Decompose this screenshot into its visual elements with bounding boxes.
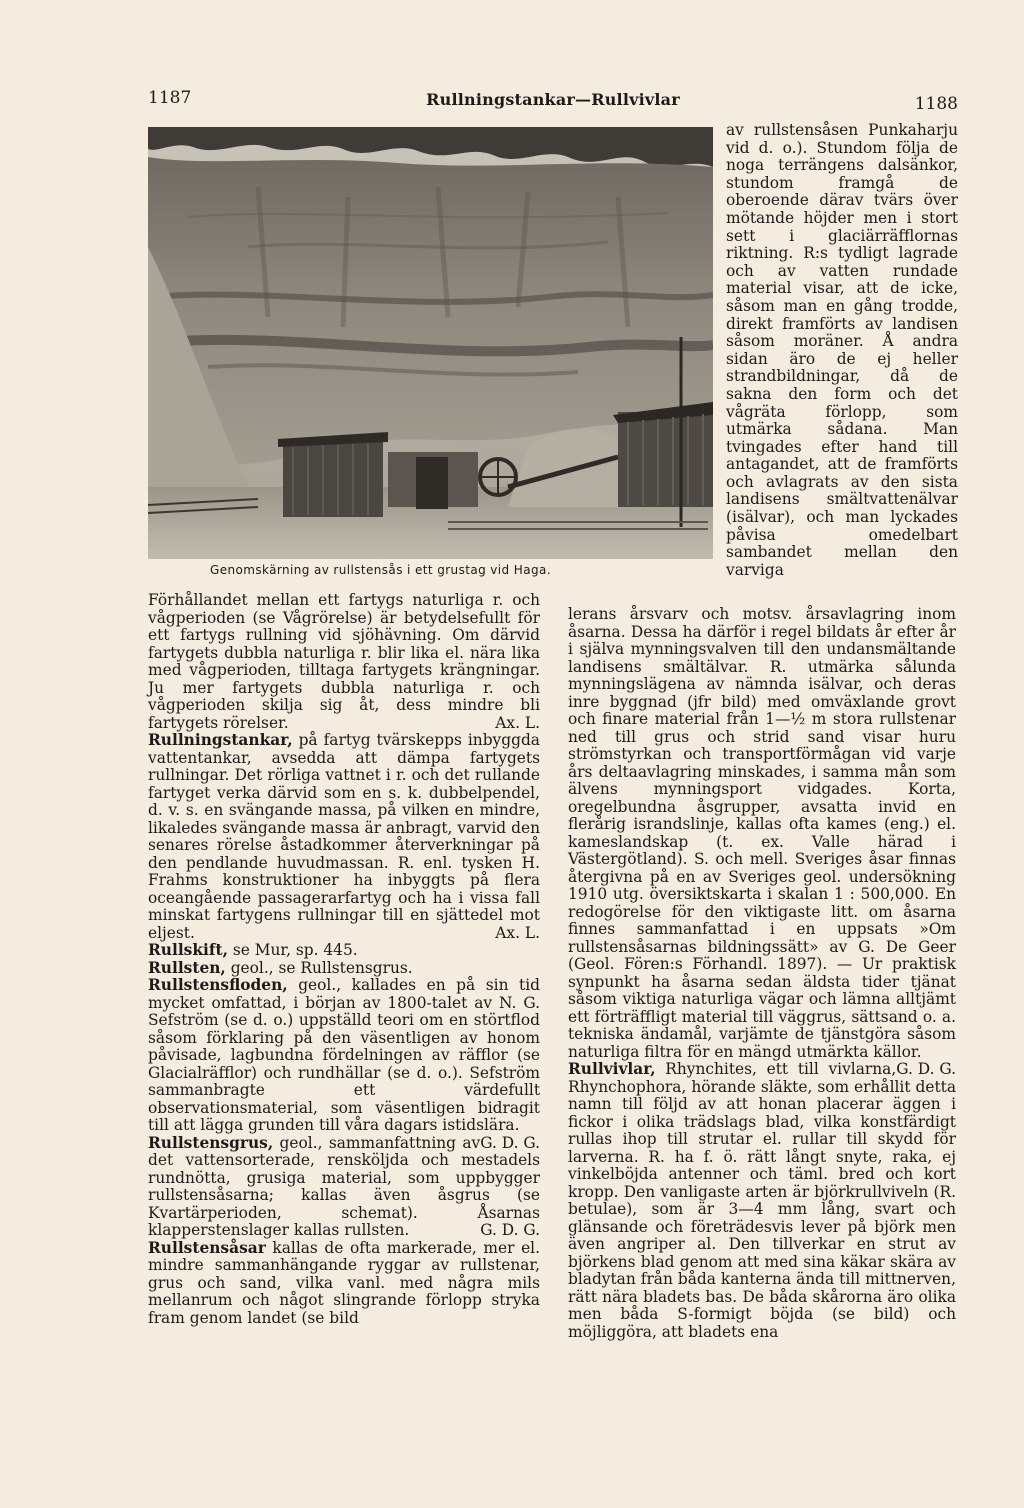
entry-headword: Rullstensåsar (148, 1238, 266, 1257)
entry-headword: Rullskift, (148, 941, 228, 959)
wrap-paragraph: av rullstensåsen Punkaharju vid d. o.). Stundom följa de noga terrängens dalsänkor, stundom framgå de oberoende därav tvärs över mötande höjder men i stort sett i glaciärräfflornas riktning. R:s tydligt lagrade och av vatten rundade material visar, att de icke, såsom man en gång trodde, direkt framförts av landisen såsom moräner. Å andra sidan äro de ej heller strandbildningar, då de sakna den form och det vågräta förlopp, som utmärka sådana. Man tvingades efter hand till antagandet, att de framförts och avlagrats av den sista landisens smältvattenälvar (isälvar), och man lyckades påvisa omedelbart sambandet mellan den varviga (726, 121, 958, 579)
page-header (148, 88, 958, 118)
author-signature: G. D. G. (480, 1133, 540, 1152)
wrap-text-column (726, 122, 958, 579)
entry-text: geol., se Rullstensgrus. (225, 958, 413, 977)
figure-caption: Genomskärning av rullstensås i ett grustag vid Haga. (210, 563, 551, 577)
entry-rullstensasar (148, 1240, 540, 1328)
entry-rullningstankar (148, 732, 540, 942)
right-column (568, 606, 956, 1341)
entry-text: geol., sammanfattning av det vattensorterade, rensköljda och mestadels rundnötta, grusiga material, som uppbygger rullstensåsarna; kallas även åsgrus (se Kvartärperioden, schemat). Åsarnas klapperstenslager kallas rullsten. (148, 1133, 540, 1239)
entry-text: se Mur, sp. 445. (227, 941, 358, 959)
entry-text: Rhynchites, ett till vivlarna, Rhynchophora, hörande släkte, som erhållit detta namn till följd av att honan placerar äggen i fickor i olika trädslags blad, vilka konstfärdigt rullas ihop till strutar el. rullar till skydd för larverna. R. ha f. ö. rätt långt snyte, raka, ej vinkelböjda antenner och täml. bred och kort kropp. Den vanligaste arten är björkrullviveln (R. betulae), som är 3—4 mm lång, svart och glänsande och företrädesvis lever på björk men även angriper al. Den tillverkar en strut av björkens blad genom att med sina käkar skära av bladytan från båda kanterna ända till mittnerven, rätt nära bladets bas. De båda skårorna äro olika men båda S-formigt böjda (se bild) och möjliggöra, att bladets ena (568, 1060, 956, 1341)
paragraph-text: Förhållandet mellan ett fartygs naturliga r. och vågperioden (se Vågrörelse) är betydelsefullt för ett fartygs rullning vid sjöhävning. Om därvid fartygets dubbla naturliga r. blir lika el. nära lika med vågperioden, tilltaga fartygets krängningar. Ju mer fartygets dubbla naturliga r. och vågperioden skilja sig åt, dess mindre bli fartygets rörelser. (148, 591, 540, 732)
gravel-pit-photograph (148, 127, 713, 559)
entry-rullsten (148, 960, 540, 978)
page-number-left: 1187 (148, 88, 192, 108)
entry-rullskift (148, 942, 540, 960)
entry-headword: Rullningstankar, (148, 731, 293, 749)
entry-text: kallas de ofta markerade, mer el. mindre sammanhängande ryggar av rullstenar, grus och sand, vilka vanl. med några mils mellanrum och något slingrande förlopp stryka fram genom landet (se bild (148, 1238, 540, 1327)
running-title: Rullningstankar—Rullvivlar (426, 90, 680, 109)
paragraph-text: lerans årsvarv och motsv. årsavlagring inom åsarna. Dessa ha därför i regel bildats år efter år i själva mynningsvalven till den undansmältande landisens smältälvar. R. utmärka sålunda mynningslägena av nämnda isälvar, och deras inre byggnad (jfr bild) med omväxlande grovt och finare material från 1—½ m stora rullstenar ned till grus och strid sand visar huru strömstyrkan och transportförmågan vid varje års deltaavlagring minskades, i samma mån som älvens mynningsport vidgades. Korta, oregelbundna åsgrupper, avsatta invid en flerårig israndslinje, kallas ofta kames (eng.) el. kameslandskap (t. ex. Valle härad i Västergötland). S. och mell. Sveriges åsar finnas återgivna på en av Sveriges geol. undersökning 1910 utg. översiktskarta i skalan 1 : 500,000. En redogörelse för den viktigaste litt. om åsarna finnes sammanfattad i en uppsats »Om rullstensåsarnas bildningssätt» av G. De Geer (Geol. Fören:s Förhandl. 1897). — Ur praktisk synpunkt ha åsarna sedan äldsta tider tjänat såsom viktiga naturliga vägar och lämna alltjämt ett förträffligt material till väggrus, sättsand o. a. tekniska ändamål, varjämte de tjänstgöra såsom naturliga filtra för en mängd utmärkta källor. (568, 605, 956, 1061)
entry-text: på fartyg tvärskepps inbyggda vattentankar, avsedda att dämpa fartygets rullningar. Det rörliga vattnet i r. och det rullande fartyget verka därvid som en s. k. dubbelpendel, d. v. s. en svängande massa, på vilken en mindre, likaledes svängande massa är anbragt, varvid den senares rörelse åstadkommer återverkningar på den pendlande huvudmassan. R. enl. tysken H. Frahms konstruktioner ha inbyggts på flera oceangående passagerarfartyg och ha i vissa fall minskat fartygens rullningar till en sjättedel mot eljest. (148, 731, 540, 942)
author-signature: Ax. L. (495, 923, 540, 942)
entry-headword: Rullvivlar, (568, 1060, 656, 1078)
entry-headword: Rullstensfloden, (148, 976, 288, 994)
left-column (148, 592, 540, 1327)
author-signature: G. D. G. (896, 1060, 956, 1078)
page-number-right: 1188 (914, 94, 958, 114)
paragraph-rolling-period (148, 592, 540, 732)
author-signature: Ax. L. (495, 713, 540, 732)
entry-rullvivlar (568, 1061, 956, 1341)
entry-headword: Rullsten, (148, 958, 226, 977)
entry-text: geol., kallades en på sin tid mycket omfattad, i början av 1800-talet av N. G. Sefström (se d. o.) uppställd teori om en störtflod såsom förklaring på den väsentligen av honom påvisade, lagbundna fördelningen av räfflor (se Glacialräfflor) och rundhällar (se d. o.). Sefström sammanbragte ett värdefullt observationsmaterial, som väsentligen bidragit till att lägga grunden till våra dagars istidslära. (148, 976, 540, 1134)
entry-headword: Rullstensgrus, (148, 1133, 274, 1152)
entry-rullstensgrus (148, 1135, 540, 1240)
author-signature: G. D. G. (480, 1221, 540, 1239)
